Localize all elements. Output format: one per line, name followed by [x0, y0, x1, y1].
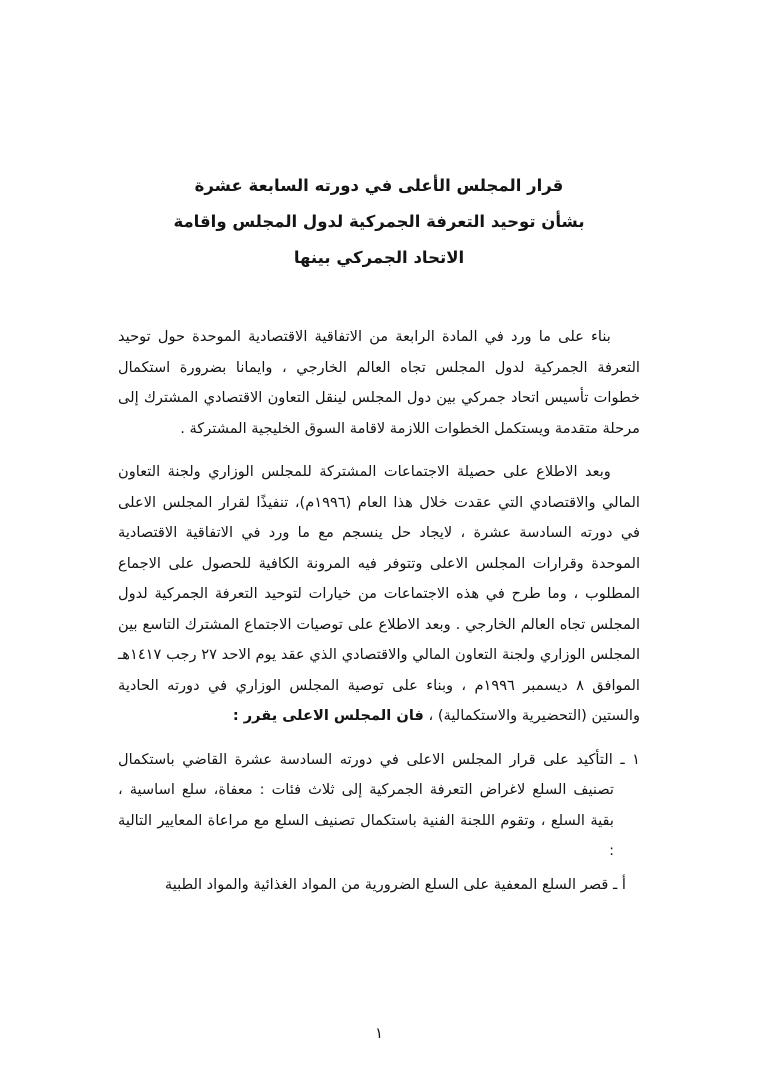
paragraph-preamble: بناء على ما ورد في المادة الرابعة من الاتفاقية الاقتصادية الموحدة حول توحيد التعرفة الجمركية لدول المجلس تجاه العالم الخارجي ، وايمانا بضرورة استكمال خطوات تأسيس اتحاد جمركي بين دول المجلس لينقل التعاون الاقتصادي المشترك إلى مرحلة متقدمة ويستكمل الخطوات اللازمة لاقامة السوق الخليجية المشتركة . [118, 328, 640, 437]
document-title [0, 0, 758, 276]
resolution-lead-in: فان المجلس الاعلى يقرر : [232, 707, 424, 724]
paragraph-review [118, 457, 640, 732]
title-line-2: بشأن توحيد التعرفة الجمركية لدول المجلس واقامة [173, 212, 585, 231]
paragraph-review-text: وبعد الاطلاع على حصيلة الاجتماعات المشتركة للمجلس الوزاري ولجنة التعاون المالي والاقتصادي التي عقدت خلال هذا العام (١٩٩٦م)، تنفيذًا لقرار المجلس الاعلى في دورته السادسة عشرة ، لايجاد حل ينسجم مع ما ورد في الاتفاقية الاقتصادية الموحدة وقرارات المجلس الاعلى وتتوفر فيه المرونة الكافية للحصول على الاجماع المطلوب ، وما طرح في هذه الاجتماعات من خيارات لتوحيد التعرفة الجمركية لدول المجلس تجاه العالم الخارجي . وبعد الاطلاع على توصيات الاجتماع المشترك التاسع بين المجلس الوزاري ولجنة التعاون المالي والاقتصادي الذي عقد يوم الاحد ٢٧ رجب ١٤١٧هـ الموافق ٨ ديسمبر ١٩٩٦م ، وبناء على توصية المجلس الوزاري في دورته الحادية والستين (التحضيرية والاستكمالية) ، [118, 463, 640, 724]
page-number: ١ [374, 1024, 384, 1042]
document-body [118, 322, 640, 900]
title-line-1: قرار المجلس الأعلى في دورته السابعة عشرة [194, 176, 564, 195]
title-line-3: الاتحاد الجمركي بينها [293, 248, 465, 267]
resolution-item-1a: أ ـ قصر السلع المعفية على السلع الضرورية من المواد الغذائية والمواد الطبية [164, 875, 626, 893]
resolution-item-1: ١ ـ التأكيد على قرار المجلس الاعلى في دورته السادسة عشرة القاضي باستكمال تصنيف السلع لاغراض التعرفة الجمركية إلى ثلاث فئات : معفاة، سلع اساسية ، بقية السلع ، وتقوم اللجنة الفنية باستكمال تصنيف السلع مع مراعاة المعايير التالية : [118, 750, 640, 859]
